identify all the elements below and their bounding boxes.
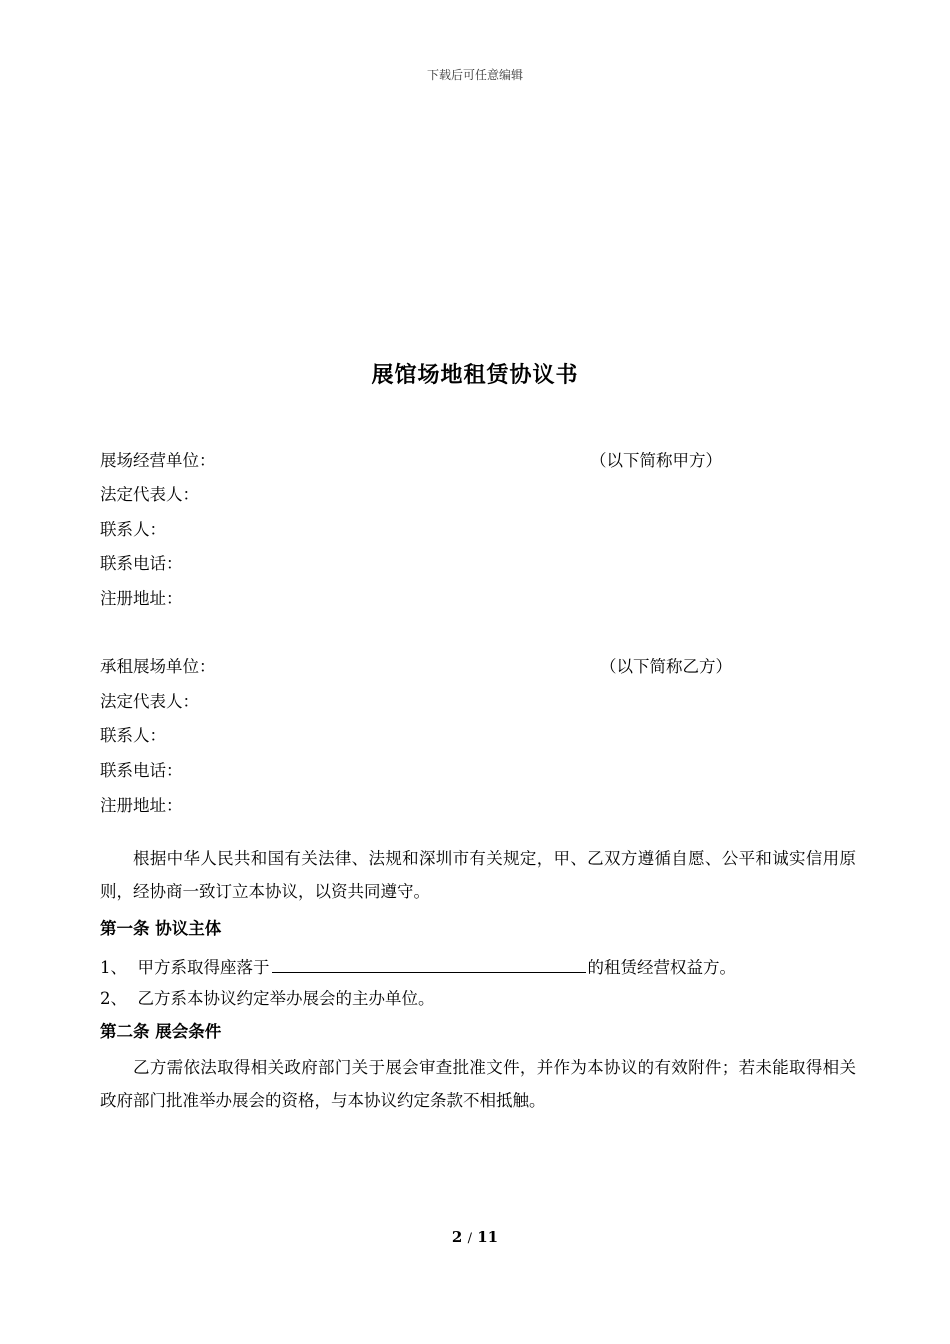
page-current: 2	[451, 1228, 463, 1246]
article1-item1-before: 甲方系取得座落于	[137, 958, 270, 977]
party-a-unit-note: （以下简称甲方）	[590, 451, 722, 470]
party-b-contact-label: 联系人：	[100, 726, 166, 745]
article1-item1	[100, 955, 736, 979]
party-a-contact-label: 联系人：	[100, 520, 166, 539]
article2-paragraph: 乙方需依法取得相关政府部门关于展会审查批准文件，并作为本协议的有效附件；若未能取得相关政府部门批准举办展会的资格，与本协议约定条款不相抵触。	[100, 1058, 856, 1110]
article1-item2-num: 2、	[100, 989, 127, 1008]
intro-paragraph: 根据中华人民共和国有关法律、法规和深圳市有关规定，甲、乙双方遵循自愿、公平和诚实信用原则，经协商一致订立本协议，以资共同遵守。	[100, 849, 856, 901]
party-b-address-label: 注册地址：	[100, 796, 183, 815]
location-blank-field[interactable]	[272, 955, 586, 973]
page-separator: /	[467, 1231, 472, 1246]
party-b-phone-label: 联系电话：	[100, 761, 183, 780]
party-b-unit-label: 承租展场单位：	[100, 657, 216, 676]
party-a-phone-label: 联系电话：	[100, 554, 183, 573]
article2-heading: 第二条 展会条件	[100, 1022, 222, 1041]
page-total: 11	[477, 1228, 499, 1246]
document-title: 展馆场地租赁协议书	[371, 362, 579, 388]
party-b-rep-label: 法定代表人：	[100, 692, 199, 711]
article1-item1-num: 1、	[100, 958, 127, 977]
article1-heading: 第一条 协议主体	[100, 919, 222, 938]
header-note: 下载后可任意编辑	[426, 68, 523, 82]
page-number	[0, 1228, 950, 1246]
party-a-unit-label: 展场经营单位：	[100, 451, 216, 470]
party-a-address-label: 注册地址：	[100, 589, 183, 608]
party-b-unit-note: （以下简称乙方）	[600, 657, 732, 676]
party-a-rep-label: 法定代表人：	[100, 485, 199, 504]
article1-item1-after: 的租赁经营权益方。	[587, 958, 736, 977]
article1-item2	[100, 988, 435, 1010]
article1-item2-text: 乙方系本协议约定举办展会的主办单位。	[137, 989, 435, 1008]
